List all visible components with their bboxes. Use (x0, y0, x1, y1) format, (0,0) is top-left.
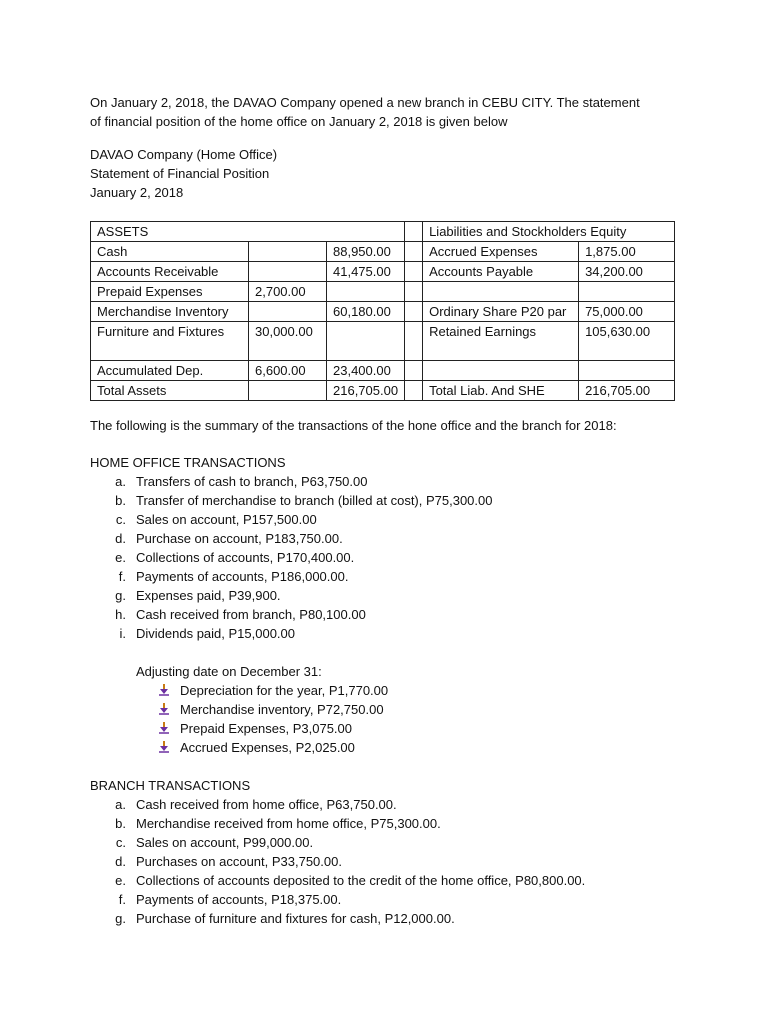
branch-title (90, 776, 690, 795)
list-item: f. Payments of accounts, P18,375.00. (118, 892, 342, 907)
list-item: Merchandise inventory, P72,750.00 (158, 700, 388, 719)
asset-value: 41,475.00 (327, 262, 405, 282)
arrow-bullet-icon (158, 683, 170, 697)
list-item: a. Transfers of cash to branch, P63,750.00 (115, 474, 368, 489)
spacer-cell (405, 222, 423, 242)
asset-label: Cash (91, 242, 249, 262)
asset-value: 88,950.00 (327, 242, 405, 262)
statement-title: Statement of Financial Position (90, 166, 270, 181)
list-item: g. Purchase of furniture and fixtures for cash, P12,000.00. (115, 911, 455, 926)
list-item: i. Dividends paid, P15,000.00 (119, 626, 296, 641)
asset-value (327, 322, 405, 361)
list-item: b. Merchandise received from home office, P75,300.00. (115, 816, 441, 831)
intro-line-2: of financial position of the home office on January 2, 2018 is given below (90, 114, 508, 129)
table-header-row (91, 222, 675, 242)
intro-line-1: On January 2, 2018, the DAVAO Company opened a new branch in CEBU CITY. The statement (90, 95, 640, 110)
subsection-title: Adjusting date on December 31: (136, 664, 322, 679)
asset-subvalue: 2,700.00 (249, 282, 327, 302)
list-item: g. Expenses paid, P39,900. (115, 588, 281, 603)
liability-value: 216,705.00 (579, 381, 675, 401)
asset-label: Accumulated Dep. (91, 361, 249, 381)
list-item: a. Cash received from home office, P63,750.00. (115, 797, 397, 812)
asset-label: Total Assets (91, 381, 249, 401)
summary-sentence (90, 416, 690, 435)
statement-date: January 2, 2018 (90, 185, 184, 200)
spacer-cell (405, 361, 423, 381)
asset-label: Furniture and Fixtures (91, 322, 249, 361)
asset-subvalue (249, 381, 327, 401)
table-row (91, 322, 675, 361)
adjusting-title (136, 662, 736, 681)
liability-value: 75,000.00 (579, 302, 675, 322)
summary-text: The following is the summary of the transactions of the hone office and the branch for 2018: (90, 418, 617, 433)
list-item: b. Transfer of merchandise to branch (billed at cost), P75,300.00 (115, 493, 493, 508)
asset-subvalue (249, 242, 327, 262)
liability-label (423, 282, 579, 302)
liability-value: 105,630.00 (579, 322, 675, 361)
list-item: h. Cash received from branch, P80,100.00 (115, 607, 366, 622)
liability-label: Accounts Payable (423, 262, 579, 282)
section-title: BRANCH TRANSACTIONS (90, 778, 251, 793)
spacer-cell (405, 262, 423, 282)
statement-heading (90, 145, 690, 202)
asset-value: 23,400.00 (327, 361, 405, 381)
table-row (91, 262, 675, 282)
home-office-list (112, 472, 492, 643)
adjusting-list (158, 681, 388, 757)
asset-subvalue (249, 262, 327, 282)
liability-label (423, 361, 579, 381)
list-item: Depreciation for the year, P1,770.00 (158, 681, 388, 700)
asset-value (327, 282, 405, 302)
asset-subvalue (249, 302, 327, 322)
asset-label: Accounts Receivable (91, 262, 249, 282)
spacer-cell (405, 242, 423, 262)
spacer-cell (405, 381, 423, 401)
asset-label: Merchandise Inventory (91, 302, 249, 322)
spacer-cell (405, 302, 423, 322)
asset-value: 216,705.00 (327, 381, 405, 401)
table-row (91, 302, 675, 322)
home-office-title (90, 453, 690, 472)
asset-label: Prepaid Expenses (91, 282, 249, 302)
liability-value (579, 361, 675, 381)
financial-position-table (90, 221, 675, 401)
table-row (91, 282, 675, 302)
liability-label: Retained Earnings (423, 322, 579, 361)
company-name: DAVAO Company (Home Office) (90, 147, 278, 162)
assets-header: ASSETS (91, 222, 405, 242)
spacer-cell (405, 282, 423, 302)
list-item: Prepaid Expenses, P3,075.00 (158, 719, 388, 738)
list-item: e. Collections of accounts, P170,400.00. (115, 550, 355, 565)
list-item: f. Payments of accounts, P186,000.00. (118, 569, 349, 584)
liability-label: Ordinary Share P20 par (423, 302, 579, 322)
asset-value: 60,180.00 (327, 302, 405, 322)
liability-value (579, 282, 675, 302)
liabilities-header: Liabilities and Stockholders Equity (423, 222, 675, 242)
list-item: Accrued Expenses, P2,025.00 (158, 738, 388, 757)
section-title: HOME OFFICE TRANSACTIONS (90, 455, 286, 470)
arrow-bullet-icon (158, 740, 170, 754)
liability-label: Accrued Expenses (423, 242, 579, 262)
asset-subvalue: 6,600.00 (249, 361, 327, 381)
arrow-bullet-icon (158, 702, 170, 716)
list-item: e. Collections of accounts deposited to the credit of the home office, P80,800.00. (115, 873, 586, 888)
table-total-row (91, 381, 675, 401)
list-item: c. Sales on account, P99,000.00. (115, 835, 314, 850)
table-row (91, 361, 675, 381)
asset-subvalue: 30,000.00 (249, 322, 327, 361)
liability-label: Total Liab. And SHE (423, 381, 579, 401)
table-row (91, 242, 675, 262)
liability-value: 1,875.00 (579, 242, 675, 262)
list-item: c. Sales on account, P157,500.00 (115, 512, 317, 527)
list-item: d. Purchase on account, P183,750.00. (115, 531, 343, 546)
branch-list (112, 795, 585, 928)
intro-paragraph (90, 93, 690, 131)
liability-value: 34,200.00 (579, 262, 675, 282)
list-item: d. Purchases on account, P33,750.00. (115, 854, 342, 869)
arrow-bullet-icon (158, 721, 170, 735)
spacer-cell (405, 322, 423, 361)
